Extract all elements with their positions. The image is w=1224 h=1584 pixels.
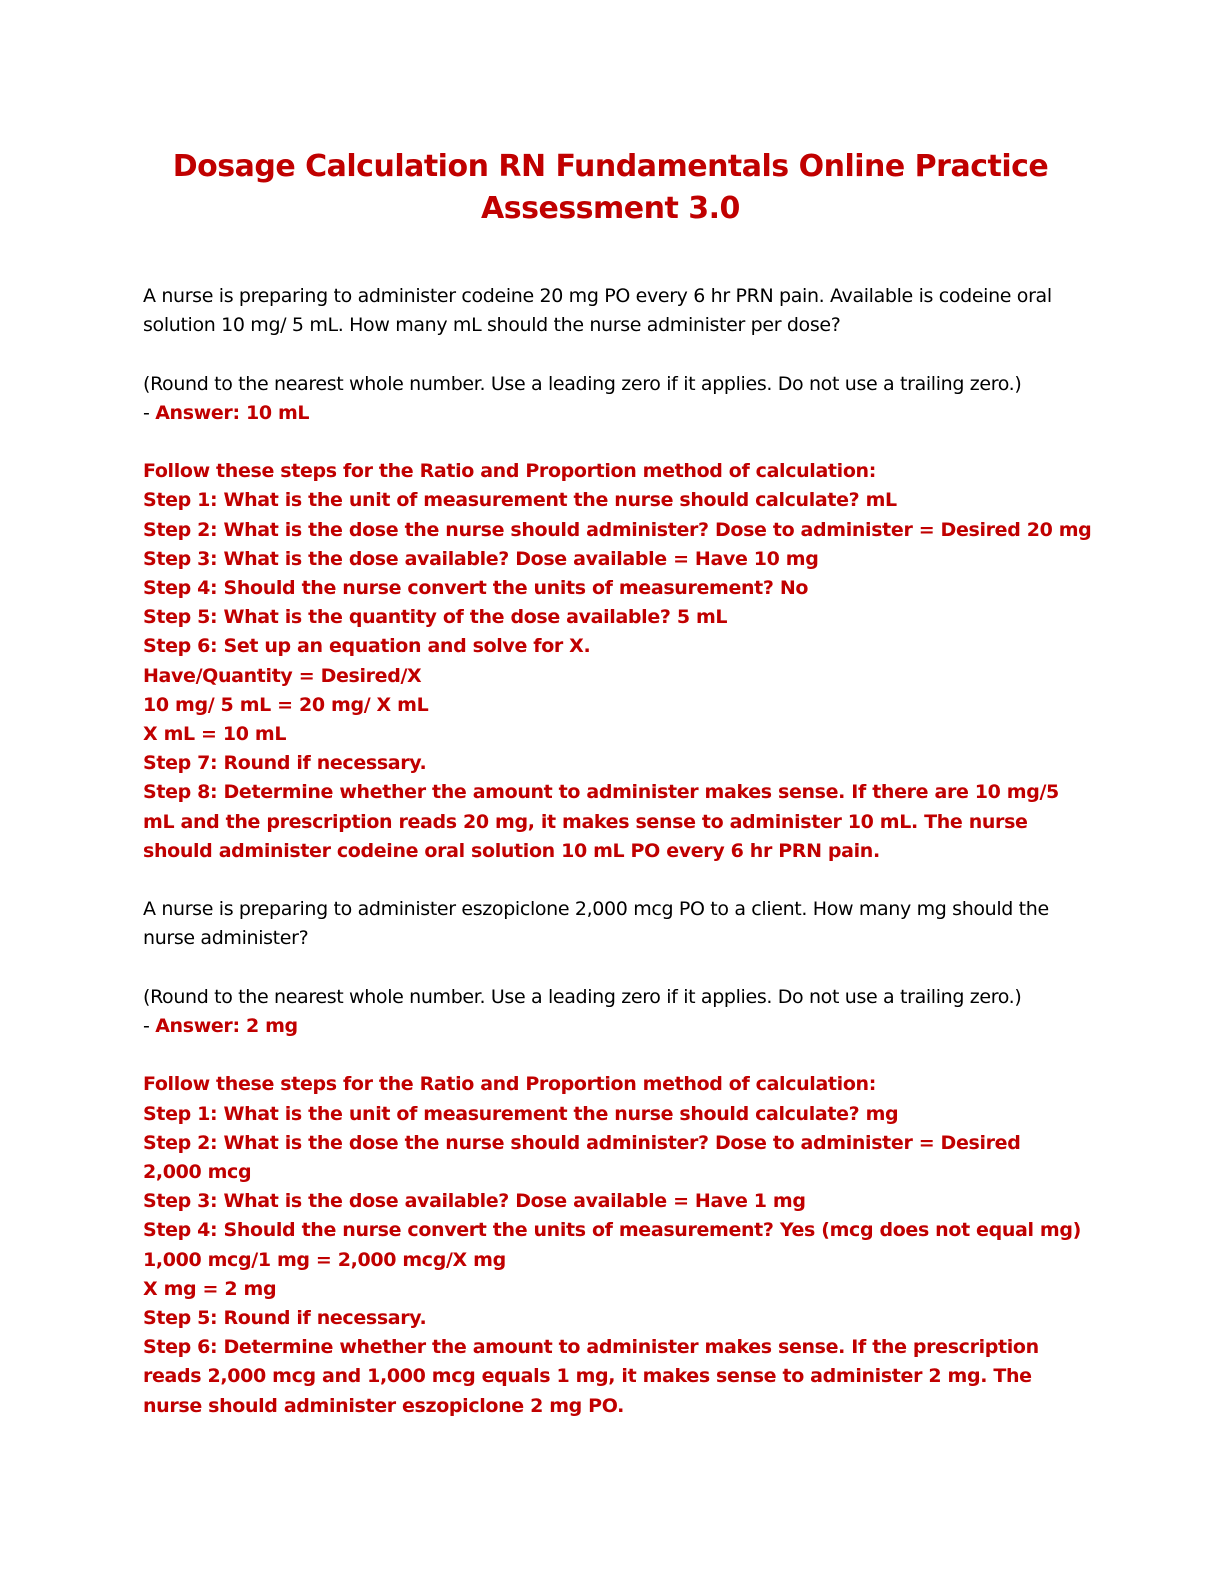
step-line: Step 8: Determine whether the amount to administer makes sense. If there are 10 mg/5 mL and the prescription reads 20 mg, it makes sense to administer 10 mL. The nurse should administer codeine oral solution 10 mL PO every 6 hr PRN pain.	[143, 781, 1059, 862]
question-1	[143, 282, 1092, 866]
step-line: X mg = 2 mg	[143, 1277, 277, 1300]
answer-prefix: -	[143, 1015, 156, 1038]
question-2	[143, 895, 1081, 1421]
step-line: Step 4: Should the nurse convert the units of measurement? No	[143, 577, 809, 599]
answer-value: Answer: 2 mg	[155, 1015, 298, 1038]
question-stem: A nurse is preparing to administer eszopiclone 2,000 mcg PO to a client. How many mg should the nurse administer?	[143, 898, 1049, 950]
title-line-2: Assessment 3.0	[481, 191, 740, 226]
step-line: Step 7: Round if necessary.	[143, 752, 427, 775]
answer-value: Answer: 10 mL	[155, 401, 310, 424]
question-instruction: (Round to the nearest whole number. Use a leading zero if it applies. Do not use a trailing zero.)	[143, 985, 1022, 1008]
step-line: Step 1: What is the unit of measurement the nurse should calculate? mL	[143, 489, 897, 512]
document-title	[143, 146, 1078, 230]
step-line: Step 3: What is the dose available? Dose available = Have 10 mg	[143, 547, 819, 570]
step-line: Step 1: What is the unit of measurement the nurse should calculate? mg	[143, 1102, 899, 1125]
steps-header: Follow these steps for the Ratio and Proportion method of calculation:	[143, 1073, 876, 1096]
step-line: Step 4: Should the nurse convert the units of measurement? Yes (mcg does not equal mg)	[143, 1219, 1081, 1242]
step-line: Step 5: What is the quantity of the dose available? 5 mL	[143, 606, 728, 629]
step-line: X mL = 10 mL	[143, 723, 287, 746]
steps-header: Follow these steps for the Ratio and Proportion method of calculation:	[143, 460, 876, 483]
title-line-1: Dosage Calculation RN Fundamentals Online Practice	[172, 149, 1049, 184]
step-line: Step 3: What is the dose available? Dose available = Have 1 mg	[143, 1190, 806, 1213]
answer-prefix: -	[143, 401, 156, 424]
document-page	[143, 146, 1092, 1421]
step-line: Step 5: Round if necessary.	[143, 1307, 427, 1330]
step-line: Step 6: Set up an equation and solve for X.	[143, 635, 591, 658]
step-line: Step 2: What is the dose the nurse should administer? Dose to administer = Desired 2,000 mcg	[143, 1131, 1021, 1184]
step-line: Step 2: What is the dose the nurse should administer? Dose to administer = Desired 20 mg	[143, 518, 1092, 541]
step-line: 1,000 mcg/1 mg = 2,000 mcg/X mg	[143, 1248, 506, 1271]
step-line: 10 mg/ 5 mL = 20 mg/ X mL	[143, 693, 429, 716]
step-line: Have/Quantity = Desired/X	[143, 664, 422, 687]
question-stem: A nurse is preparing to administer codeine 20 mg PO every 6 hr PRN pain. Available is codeine oral solution 10 mg/ 5 mL. How many mL should the nurse administer per dose?	[143, 285, 1052, 337]
answer-line	[143, 399, 1078, 428]
question-instruction: (Round to the nearest whole number. Use a leading zero if it applies. Do not use a trailing zero.)	[143, 372, 1022, 395]
step-line: Step 6: Determine whether the amount to administer makes sense. If the prescription reads 2,000 mcg and 1,000 mcg equals 1 mg, it makes sense to administer 2 mg. The nurse should administer eszopiclone 2 mg PO.	[143, 1336, 1039, 1417]
answer-line	[143, 1012, 1078, 1041]
